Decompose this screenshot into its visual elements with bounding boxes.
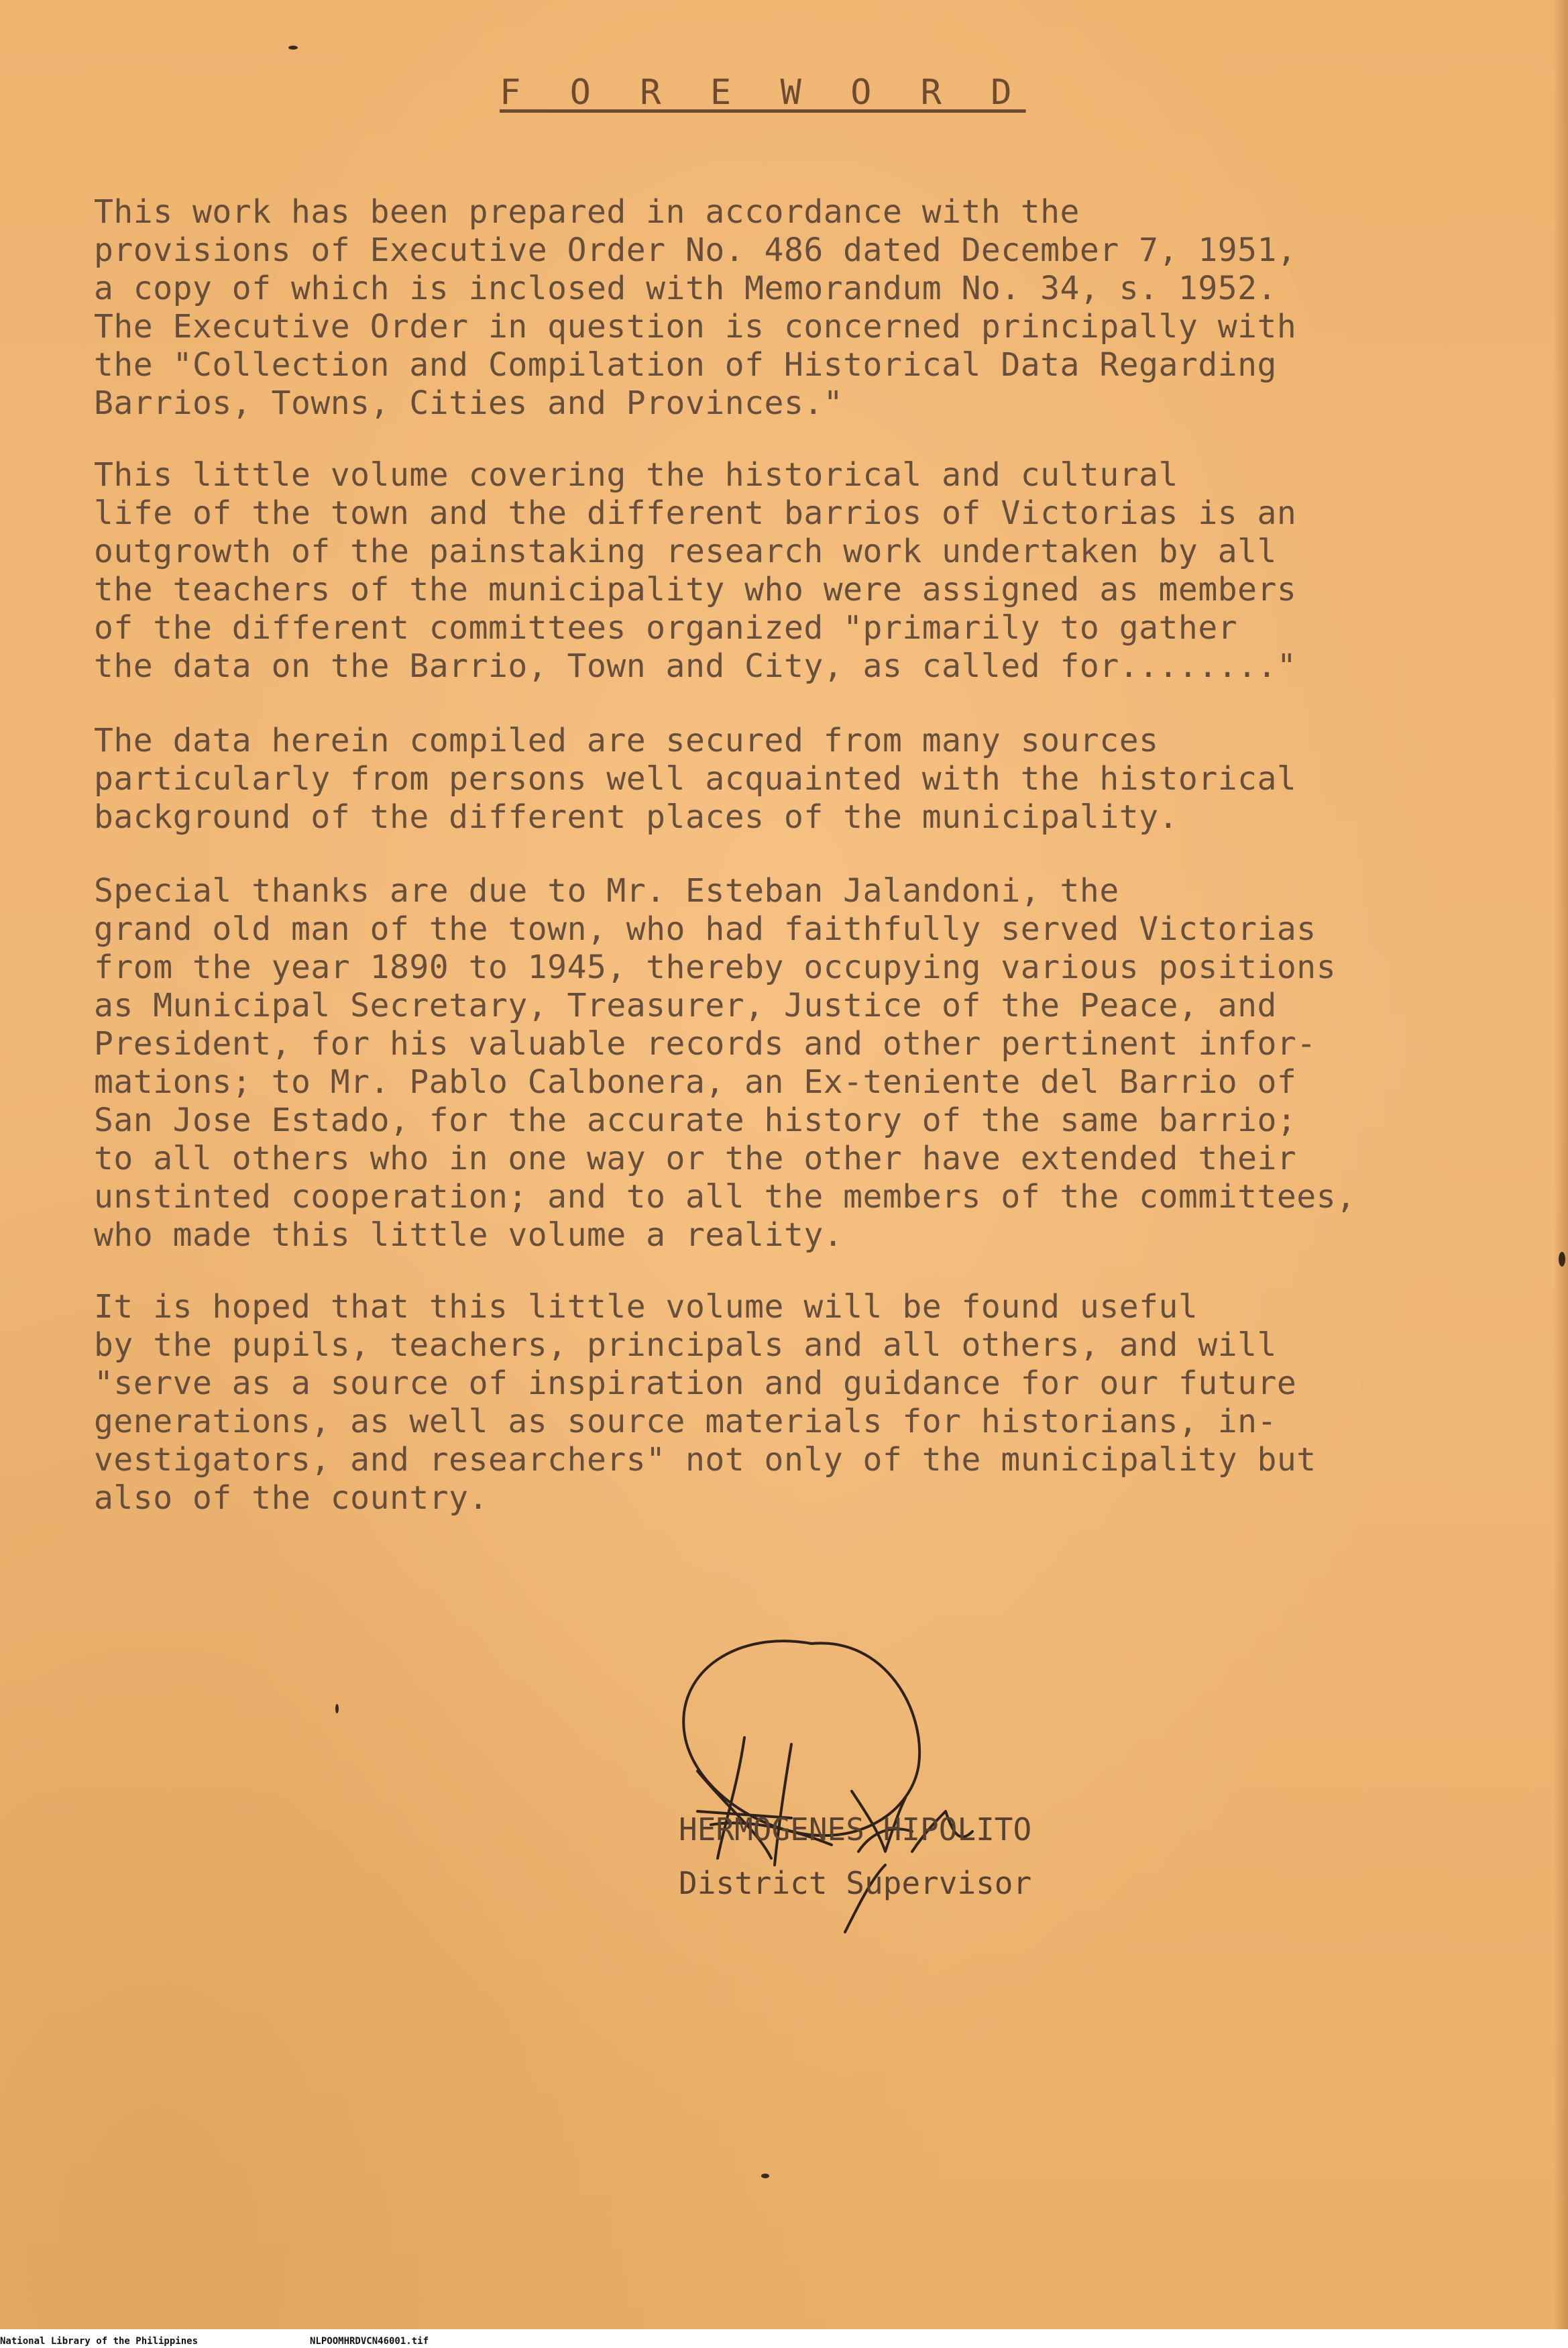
- foreword-title: F O R E W O R D: [500, 72, 1026, 113]
- paper-speck: [288, 46, 298, 50]
- handwritten-signature: [657, 1610, 1167, 1986]
- paragraph-data-sources: The data herein compiled are secured from many sources particularly from persons well acquainted with the historical background of the different places of the municipality.: [94, 722, 1297, 836]
- paragraph-hope: It is hoped that this little volume will be found useful by the pupils, teachers, principals and all others, and will "serve as a source of inspiration and guidance for our future generations, as well as source materials for historians, in- vestigators, and researchers" not only of the municipality but also of the country.: [94, 1288, 1317, 1517]
- footer-strip: [0, 2329, 1568, 2348]
- page-edge-shadow: [1553, 0, 1568, 2348]
- footer-filename: NLPOOMHRDVCN46001.tif: [310, 2336, 429, 2347]
- footer-institution: National Library of the Philippines: [0, 2336, 199, 2347]
- paragraph-acknowledgements: Special thanks are due to Mr. Esteban Jalandoni, the grand old man of the town, who had faithfully served Victorias from the year 1890 to 1945, thereby occupying various positions as Municipal Secretary, Treasurer, Justice of the Peace, and President, for his valuable records and other pertinent infor- mations; to Mr. Pablo Calbonera, an Ex-teniente del Barrio of San Jose Estado, for the accurate history of the same barrio; to all others who in one way or the other have extended their unstinted cooperation; and to all the members of the committees, who made this little volume a reality.: [94, 872, 1356, 1254]
- paragraph-executive-order: This work has been prepared in accordance with the provisions of Executive Order No. 486 dated December 7, 1951, a copy of which is inclosed with Memorandum No. 34, s. 1952. The Executive Order in question is concerned principally with the "Collection and Compilation of Historical Data Regarding Barrios, Towns, Cities and Provinces.": [94, 193, 1297, 422]
- signatory-title: District Supervisor: [679, 1865, 1032, 1901]
- paper-speck: [335, 1704, 339, 1713]
- signatory-name: HERMOGENES HIPOLITO: [679, 1811, 1032, 1848]
- paper-speck: [1559, 1252, 1565, 1267]
- paper-speck: [761, 2174, 769, 2178]
- paragraph-volume-origin: This little volume covering the historical and cultural life of the town and the different barrios of Victorias is an outgrowth of the painstaking research work undertaken by all the teachers of the municipality who were assigned as members of the different committees organized "primarily to gather the data on the Barrio, Town and City, as called for........": [94, 456, 1297, 685]
